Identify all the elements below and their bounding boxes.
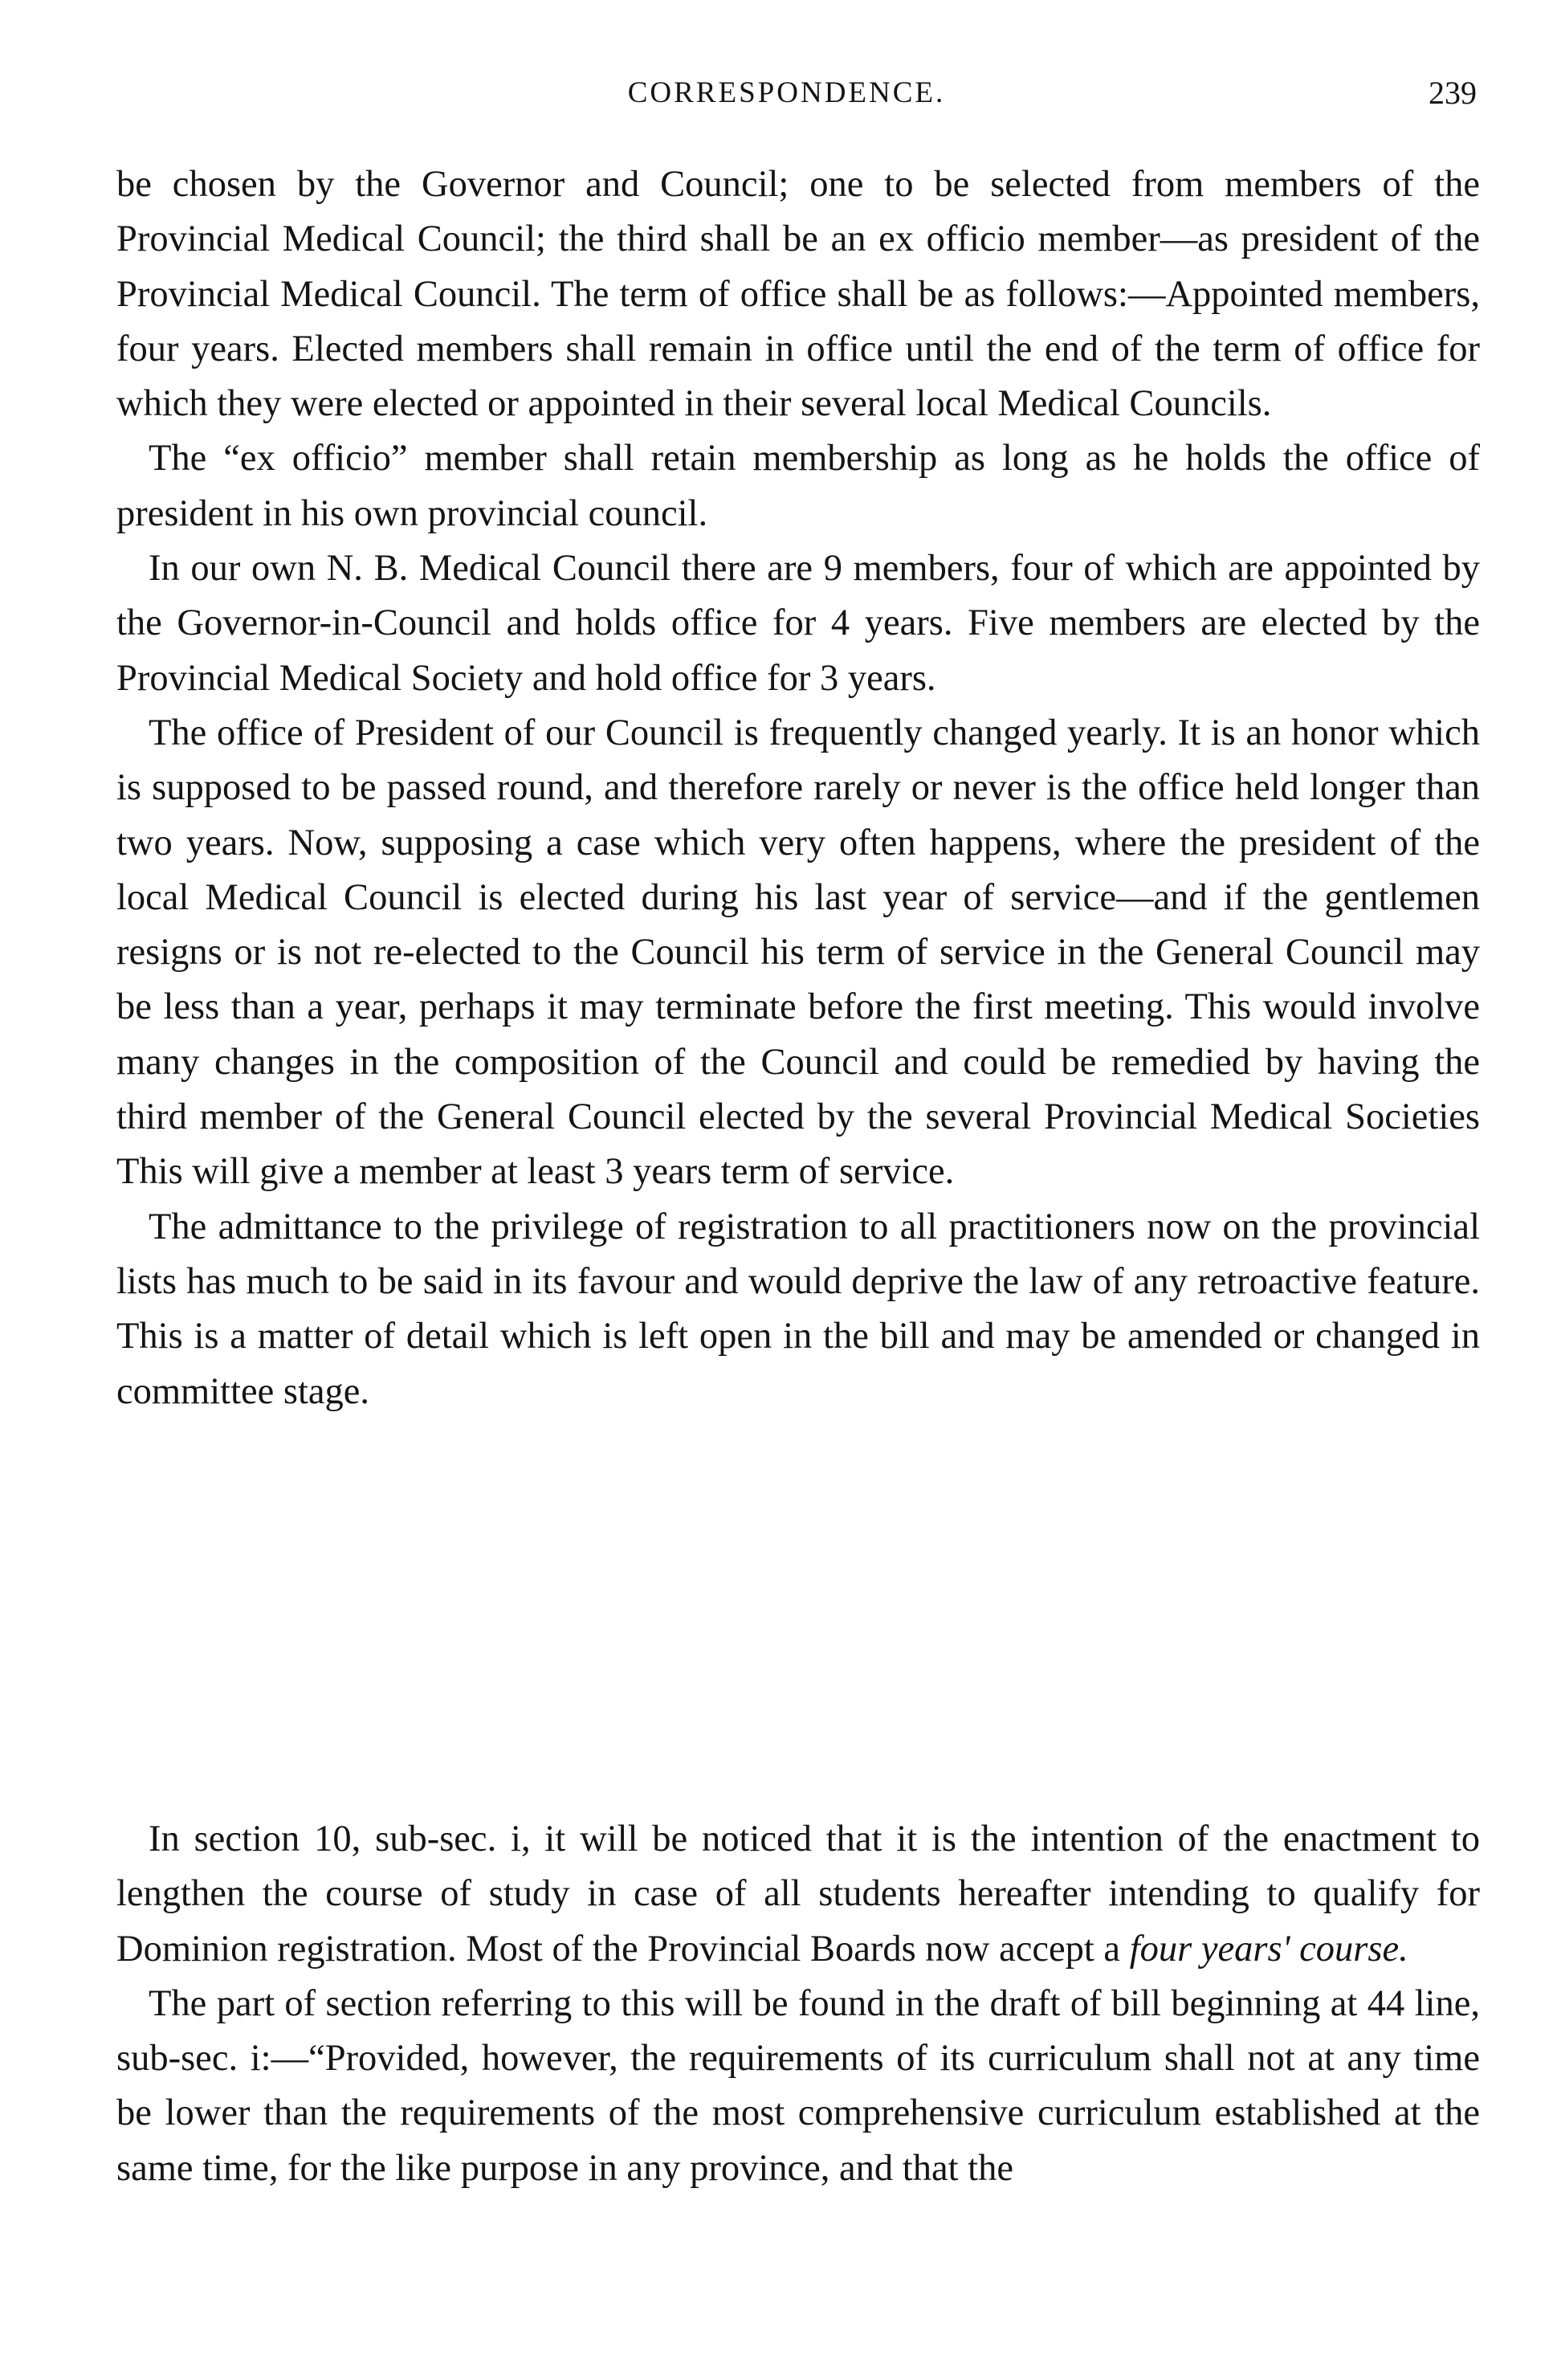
paragraph-4: The office of President of our Council is frequently changed yearly. It is an honor which is supposed to be passed round, and therefore rarely or never is the office held longer than two years. Now, supposing a case which very often happens, where the president of the local Medical Council is elected during his last year of service—and if the gentlemen resigns or is not re-elected to the Council his term of service in the General Council may be less than a year, perhaps it may terminate before the first meeting. This would involve many changes in the composition of the Council and could be remedied by having the third member of the General Council elected by the several Provincial Medical Societies This will give a member at least 3 years term of service. xyxy=(116,712,1480,1193)
paragraph-6-italic: four years' course. xyxy=(1129,1928,1408,1970)
paragraph-6 xyxy=(116,1812,1480,1977)
paragraph-5: The admittance to the privilege of registration to all practitioners now on the provincial lists has much to be said in its favour and would deprive the law of any retroactive feature. This is a matter of detail which is left open in the bill and may be amended or changed in committee stage. xyxy=(116,1206,1480,1412)
lower-text-block xyxy=(116,1812,1480,2196)
upper-text-block xyxy=(116,157,1480,1419)
paragraph-7: The part of section referring to this will be found in the draft of bill beginning at 44 line, sub-sec. i:—“Provided, however, the requirements of its curriculum shall not at any time be lower than the requirements of the most comprehensive curriculum established at the same time, for the like purpose in any province, and that the xyxy=(116,1982,1480,2189)
paragraph-1: be chosen by the Governor and Council; one to be selected from members of the Provincial Medical Council; the third shall be an ex officio member—as president of the Provincial Medical Council. The term of office shall be as follows:—Appointed members, four years. Elected members shall remain in office until the end of the term of office for which they were elected or appointed in their several local Medical Councils. xyxy=(116,164,1480,425)
paragraph-2: The “ex officio” member shall retain membership as long as he holds the office of president in his own provincial council. xyxy=(116,438,1480,534)
running-title: CORRESPONDENCE. xyxy=(627,76,946,109)
paragraph-3: In our own N. B. Medical Council there are 9 members, four of which are appointed by the Governor-in-Council and holds office for 4 years. Five members are elected by the Provincial Medical Society and hold office for 3 years. xyxy=(116,548,1480,699)
page-number: 239 xyxy=(1429,75,1477,111)
running-head xyxy=(96,74,1477,112)
paragraph-6-text: In section 10, sub-sec. i, it will be noticed that it is the intention of the enactment to lengthen the course of study in case of all students hereafter intending to qualify for Dominion registration. Most of the Provincial Boards now accept a xyxy=(116,1819,1480,1970)
